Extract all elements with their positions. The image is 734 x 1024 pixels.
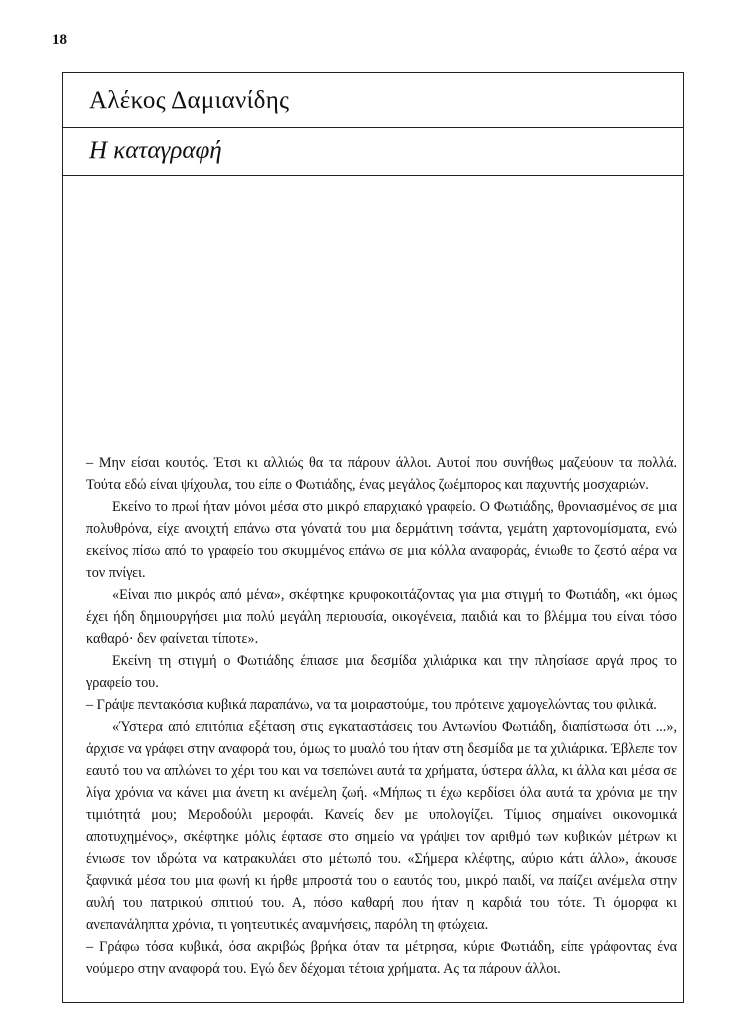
author-name: Αλέκος Δαμιανίδης [89,87,290,114]
paragraph: «Είναι πιο μικρός από μένα», σκέφτηκε κρυφοκοιτάζοντας για μια στιγμή το Φωτιάδη, «κι όμως έχει ήδη δημιουργήσει μια πολύ μεγάλη περιουσία, οικογένεια, παιδιά και το βλέμμα του είναι τόσο καθαρό· δεν φαίνεται τίποτε». [86,587,677,647]
paragraph: «Ύστερα από επιτόπια εξέταση στις εγκαταστάσεις του Αντωνίου Φωτιάδη, διαπίστωσα ότι ...», άρχισε να γράφει στην αναφορά του, όμως το μυαλό του ήταν στη δεσμίδα με τα χιλιάρικα. Έβλεπε τον εαυτό του να απλώνει το χέρι του και να τσεπώνει αυτά τα χρήματα, ύστερα άλλα, κι άλλα και μέσα σε λίγα χρόνια να κάνει μια άνετη κι ανέμελη ζωή. «Μήπως τι έχω κερδίσει όλα αυτά τα χρόνια με την τιμιότητά μου; Μεροδούλι μεροφάι. Κανείς δεν με υπολογίζει. Τίμιος σημαίνει οικονομικά αποτυχημένος», σκέφτηκε μόλις έφτασε στο σημείο να γράψει τον αριθμό των κυβικών μέτρων κι ένιωσε τον ιδρώτα να κατρακυλάει στο μέτωπό του. «Σήμερα κλέφτης, αύριο κάτι άλλο», άκουσε ξαφνικά μέσα του μια φωνή κι ήρθε μπροστά του ο εαυτός του, μικρό παιδί, να παίζει ανέμελα στην αυλή του πατρικού σπιτιού του. Α, πόσο καθαρή που ήταν η καρδιά του τότε. Τι όμορφα κι ανεπανάληπτα χρόνια, τι γοητευτικές αναμνήσεις, παρόλη τη φτώχεια. [86,719,677,933]
paragraph: Εκείνη τη στιγμή ο Φωτιάδης έπιασε μια δεσμίδα χιλιάρικα και την πλησίασε αργά προς το γραφείο του. [86,653,677,691]
paragraph: Εκείνο το πρωί ήταν μόνοι μέσα στο μικρό επαρχιακό γραφείο. Ο Φωτιάδης, θρονιασμένος σε μια πολυθρόνα, είχε ανοιχτή επάνω στα γόνατά του μια δερμάτινη τσάντα, γεμάτη χαρτονομίσματα, ενώ εκείνος πίσω από το γραφείο του σκυμμένος επάνω σε μια κόλλα αναφοράς, ένιωθε το ζεστό αέρα να τον πνίγει. [86,499,677,581]
page-number: 18 [52,32,67,48]
story-title: Η καταγραφή [89,137,222,164]
story-body [86,452,677,980]
paragraph: – Μην είσαι κουτός. Έτσι κι αλλιώς θα τα πάρουν άλλοι. Αυτοί που συνήθως μαζεύουν τα πολλά. Τούτα εδώ είναι ψίχουλα, του είπε ο Φωτιάδης, ένας μεγάλος ζωέμπορος και παχυντής μοσχαριών. [86,455,677,493]
header-divider [63,127,683,128]
title-divider [63,175,683,176]
paragraph: – Γράφω τόσα κυβικά, όσα ακριβώς βρήκα όταν τα μέτρησα, κύριε Φωτιάδη, είπε γράφοντας ένα νούμερο στην αναφορά του. Εγώ δεν δέχομαι τέτοια χρήματα. Ας τα πάρουν άλλοι. [86,939,677,977]
paragraph: – Γράψε πεντακόσια κυβικά παραπάνω, να τα μοιραστούμε, του πρότεινε χαμογελώντας του φιλικά. [86,697,657,713]
